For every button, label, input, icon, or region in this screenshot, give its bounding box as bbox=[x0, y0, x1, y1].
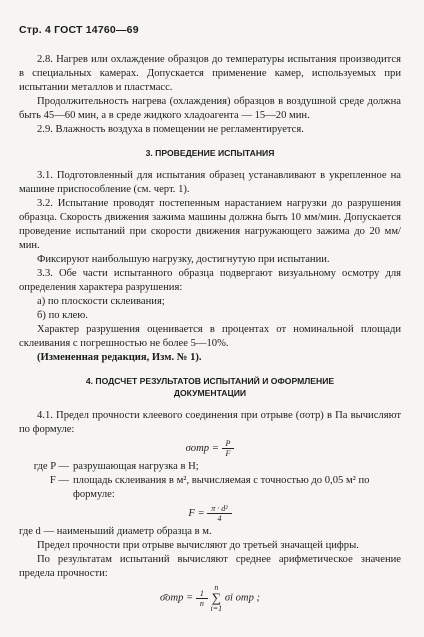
formula-strength-fraction bbox=[222, 439, 235, 458]
sum-icon: ∑ bbox=[211, 590, 221, 605]
list-item-a: а) по плоскости склеивания; bbox=[37, 296, 165, 307]
section-4-heading-line2: ДОКУМЕНТАЦИИ bbox=[173, 388, 247, 398]
formula-mean-numerator: 1 bbox=[196, 589, 208, 599]
section-3-heading: 3. ПРОВЕДЕНИЕ ИСПЫТАНИЯ bbox=[145, 148, 275, 158]
page-content bbox=[19, 53, 401, 615]
formula-area-lhs: F = bbox=[188, 507, 205, 519]
formula-strength-lhs: σотр = bbox=[185, 442, 219, 454]
paragraph-third-digit: Предел прочности при отрыве вычисляют до третьей значащей цифры. bbox=[37, 540, 359, 551]
definition-P-text: разрушающая нагрузка в Н; bbox=[73, 461, 199, 472]
list-item-b: б) по клею. bbox=[37, 310, 88, 321]
spacer bbox=[19, 159, 401, 169]
paragraph-3-1: 3.1. Подготовленный для испытания образец устанавливают в укрепленное на машине приспособление (см. черт. 1). bbox=[19, 170, 401, 195]
formula-area-denominator: 4 bbox=[217, 514, 222, 523]
definition-F bbox=[19, 474, 401, 502]
definition-P-label: где P — bbox=[33, 461, 69, 472]
paragraph-3-3-estimate: Характер разрушения оценивается в процентах от номинальной площади склеивания с погрешностью не более 5—10%. bbox=[19, 324, 401, 349]
paragraph-3-3: 3.3. Обе части испытанного образца подвергают визуальному осмотру для определения характера разрушения: bbox=[19, 268, 401, 293]
formula-mean-sum bbox=[211, 583, 223, 613]
spacer bbox=[19, 365, 401, 375]
paragraph-3-2: 3.2. Испытание проводят постепенным нарастанием нагрузки до разрушения образца. Скорость движения зажима машины должна быть 10 мм/мин. Допускается проведение испытаний при скорости движения нагружающего зажима до 20 мм/мин. bbox=[19, 198, 401, 251]
formula-mean-sum-top: n bbox=[214, 583, 219, 592]
paragraph-2-8-duration: Продолжительность нагрева (охлаждения) образцов в воздушной среде должна быть 45—60 мин, а в среде жидкого хладоагента — 15—20 мин. bbox=[19, 96, 401, 121]
section-4-heading-line1: 4. ПОДСЧЕТ РЕЗУЛЬТАТОВ ИСПЫТАНИЙ И ОФОРМЛЕНИЕ bbox=[85, 376, 335, 386]
formula-area-numerator: π · d² bbox=[207, 504, 231, 514]
formula-mean-lhs: σ̄отр = bbox=[159, 592, 194, 604]
formula-mean-rhs: σi отр ; bbox=[224, 592, 261, 604]
edit-note: (Измененная редакция, Изм. № 1). bbox=[37, 352, 202, 363]
formula-area bbox=[19, 504, 401, 523]
page-header: Стр. 4 ГОСТ 14760—69 bbox=[19, 24, 139, 36]
formula-mean bbox=[19, 583, 401, 613]
paragraph-2-8: 2.8. Нагрев или охлаждение образцов до температуры испытания производится в специальных камерах. Допускается применение камер, используемых при испытании металлов и пластмасс. bbox=[19, 54, 401, 93]
paragraph-3-2-record: Фиксируют наибольшую нагрузку, достигнутую при испытании. bbox=[37, 254, 330, 265]
formula-strength bbox=[19, 439, 401, 458]
formula-mean-denominator: n bbox=[199, 598, 204, 608]
formula-mean-sum-bottom: i=1 bbox=[210, 604, 223, 613]
spacer bbox=[19, 137, 401, 147]
formula-strength-numerator: P bbox=[222, 439, 235, 449]
formula-strength-denominator: F bbox=[225, 449, 231, 458]
paragraph-mean: По результатам испытаний вычисляют среднее арифметическое значение предела прочности: bbox=[19, 554, 401, 579]
definition-F-text: площадь склеивания в м², вычисляемая с точностью до 0,05 м² по формуле: bbox=[73, 475, 370, 500]
definition-F-label: F — bbox=[49, 475, 69, 486]
spacer bbox=[19, 399, 401, 409]
formula-mean-fraction bbox=[196, 589, 208, 608]
definition-d: где d — наименьший диаметр образца в м. bbox=[19, 526, 212, 537]
paragraph-4-1: 4.1. Предел прочности клеевого соединения при отрыве (σотр) в Па вычисляют по формуле: bbox=[19, 410, 401, 435]
definition-P bbox=[19, 460, 401, 474]
formula-area-fraction bbox=[207, 504, 231, 523]
paragraph-2-9: 2.9. Влажность воздуха в помещении не регламентируется. bbox=[37, 124, 304, 135]
